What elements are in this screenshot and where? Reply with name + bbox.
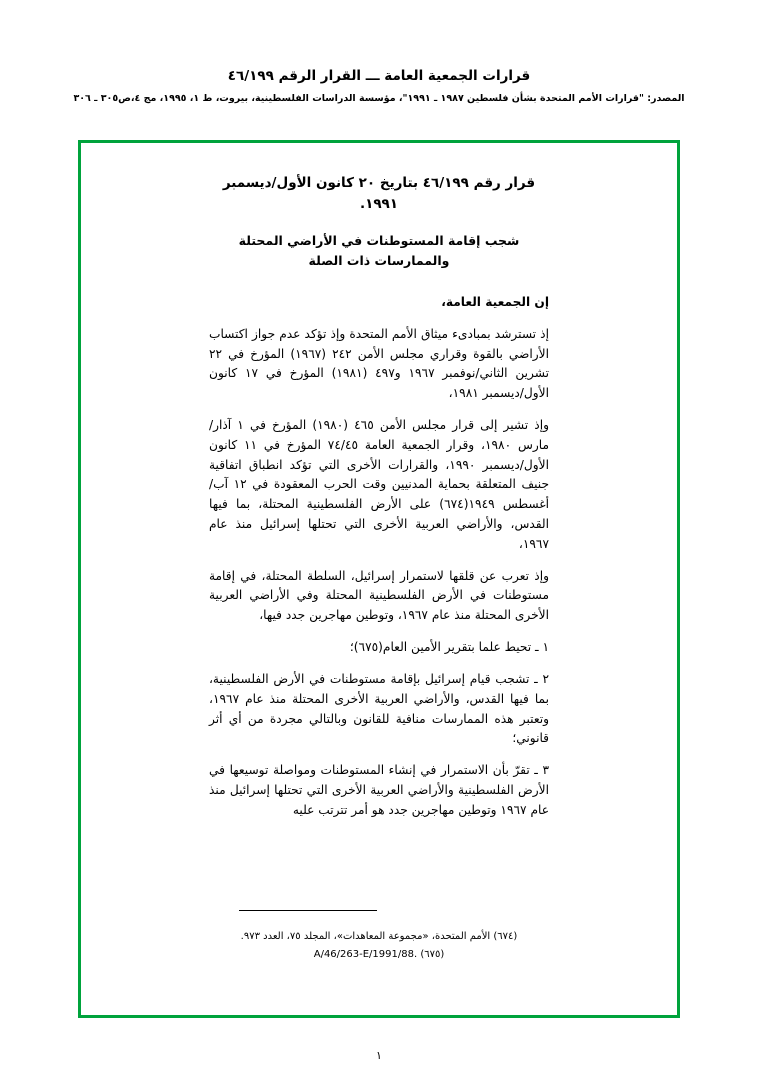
footnote-675: A/46/263-E/1991/88. (٦٧٥) xyxy=(313,948,445,960)
resolution-subtitle xyxy=(209,231,549,271)
resolution-paragraph-4: ١ ـ تحيط علما بتقرير الأمين العام(٦٧٥)؛ xyxy=(349,640,549,655)
page-number: ١ xyxy=(376,1049,382,1062)
resolution-subtitle-line-2: والممارسات ذات الصلة xyxy=(308,252,450,268)
resolution-subtitle-line-1: شجب إقامة المستوطنات في الأراضي المحتلة xyxy=(238,232,520,248)
resolution-paragraph-2: وإذ تشير إلى قرار مجلس الأمن ٤٦٥ (١٩٨٠) المؤرخ في ١ آذار/مارس ١٩٨٠، وقرار الجمعية العامة ٧٤/٤٥ المؤرخ في ١١ كانون الأول/ديسمبر ١٩٩٠، والقرارات الأخرى التي تؤكد انطباق اتفاقية جنيف المتعلقة بحماية المدنيين وقت الحرب المعقودة في ١٢ آب/أغسطس ١٩٤٩(٦٧٤) على الأرض الفلسطينية المحتلة، بما فيها القدس، والأراضي العربية الأخرى التي تحتلها إسرائيل منذ عام ١٩٦٧، xyxy=(209,418,550,551)
resolution-paragraph-5: ٢ ـ تشجب قيام إسرائيل بإقامة مستوطنات في الأرض الفلسطينية، بما فيها القدس، والأراضي العربية الأخرى المحتلة منذ عام ١٩٦٧، وتعتبر هذه الممارسات منافية للقانون وبالتالي مجردة من أي أثر قانوني؛ xyxy=(209,672,549,746)
resolution-heading: قرار رقم ٤٦/١٩٩ بتاريخ ٢٠ كانون الأول/ديسمبر ١٩٩١. xyxy=(222,175,536,212)
resolution-body xyxy=(209,173,549,832)
green-border-frame xyxy=(78,140,680,1018)
footnote-block xyxy=(209,928,549,963)
document-source-line: المصدر: "قرارات الأمم المتحدة بشأن فلسطين ١٩٨٧ ـ ١٩٩١"، مؤسسة الدراسات الفلسطينية، بيروت، ط ١، ١٩٩٥، مج ٤،ص٣٠٥ ـ ٣٠٦ xyxy=(73,93,685,104)
document-title: قرارات الجمعية العامة ـــ القرار الرقم ٤٦/١٩٩ xyxy=(227,68,531,84)
resolution-paragraph-1: إذ تسترشد بمبادىء ميثاق الأمم المتحدة وإذ تؤكد عدم جواز اكتساب الأراضي بالقوة وقراري مجلس الأمن ٢٤٢ (١٩٦٧) المؤرخ في ٢٢ تشرين الثاني/نوفمبر ١٩٦٧ و٤٩٧ (١٩٨١) المؤرخ في ١٧ كانون الأول/ديسمبر ١٩٨١، xyxy=(209,326,549,401)
resolution-paragraph-3: وإذ تعرب عن قلقها لاستمرار إسرائيل، السلطة المحتلة، في إقامة مستوطنات في الأرض الفلسطينية المحتلة وفي الأراضي العربية الأخرى المحتلة منذ عام ١٩٦٧، وتوطين مهاجرين جدد فيها، xyxy=(209,568,549,623)
footnote-separator xyxy=(239,910,377,911)
document-header xyxy=(0,68,758,104)
resolution-paragraph-6: ٣ ـ تقرّ بأن الاستمرار في إنشاء المستوطنات ومواصلة توسيعها في الأرض الفلسطينية والأراضي العربية الأخرى التي تحتلها إسرائيل منذ عام ١٩٦٧ وتوطين مهاجرين جدد هو أمر تترتب عليه xyxy=(209,763,549,817)
resolution-opening: إن الجمعية العامة، xyxy=(441,294,549,309)
footnote-674: (٦٧٤) الأمم المتحدة، «مجموعة المعاهدات»، المجلد ٧٥، العدد ٩٧٣. xyxy=(240,931,518,942)
